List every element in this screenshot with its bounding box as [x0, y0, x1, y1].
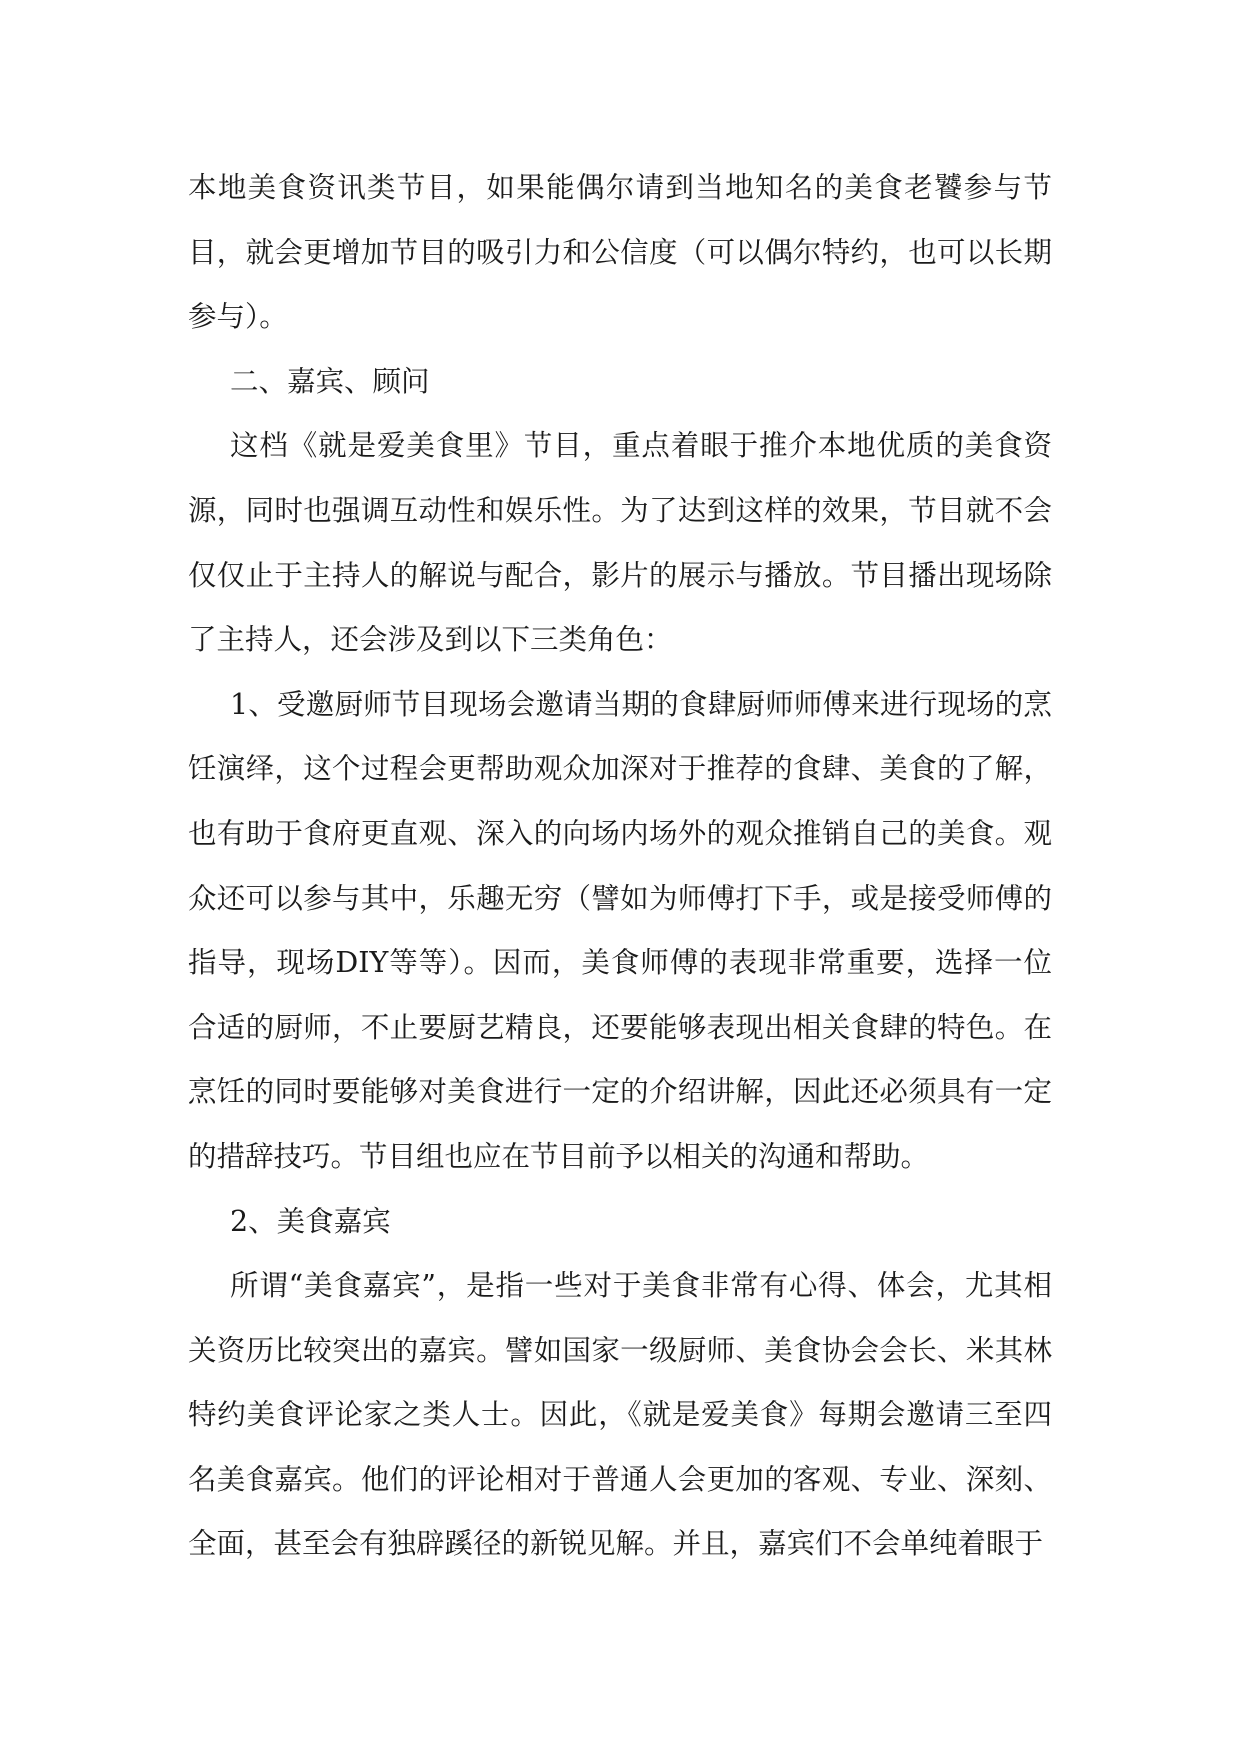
- paragraph-intro-continuation: 本地美食资讯类节目，如果能偶尔请到当地知名的美食老饕参与节目，就会更增加节目的吸引力和公信度（可以偶尔特约，也可以长期参与）。: [188, 171, 1052, 334]
- subheading-food-guests: 2、美食嘉宾: [230, 1204, 391, 1238]
- paragraph-invited-chef: 1、受邀厨师节目现场会邀请当期的食肆厨师师傅来进行现场的烹饪演绎，这个过程会更帮助观众加深对于推荐的食肆、美食的了解，也有助于食府更直观、深入的向场内场外的观众推销自己的美食。观众还可以参与其中，乐趣无穷（譬如为师傅打下手，或是接受师傅的指导，现场DIY等等）。因而，美食师傅的表现非常重要，选择一位合适的厨师，不止要厨艺精良，还要能够表现出相关食肆的特色。在烹饪的同时要能够对美食进行一定的介绍讲解，因此还必须具有一定的措辞技巧。节目组也应在节目前予以相关的沟通和帮助。: [188, 687, 1052, 1173]
- paragraph-food-guests: 所谓“美食嘉宾”，是指一些对于美食非常有心得、体会，尤其相关资历比较突出的嘉宾。譬如国家一级厨师、美食协会会长、米其林特约美食评论家之类人士。因此，《就是爱美食》每期会邀请三至四名美食嘉宾。他们的评论相对于普通人会更加的客观、专业、深刻、全面，甚至会有独辟蹊径的新锐见解。并且，嘉宾们不会单纯着眼于: [188, 1269, 1052, 1561]
- paragraph-program-overview: 这档《就是爱美食里》节目，重点着眼于推介本地优质的美食资源，同时也强调互动性和娱乐性。为了达到这样的效果，节目就不会仅仅止于主持人的解说与配合，影片的展示与播放。节目播出现场除了主持人，还会涉及到以下三类角色：: [188, 429, 1052, 657]
- section-heading-guests-advisors: 二、嘉宾、顾问: [230, 364, 430, 398]
- document-body: [188, 156, 1052, 1577]
